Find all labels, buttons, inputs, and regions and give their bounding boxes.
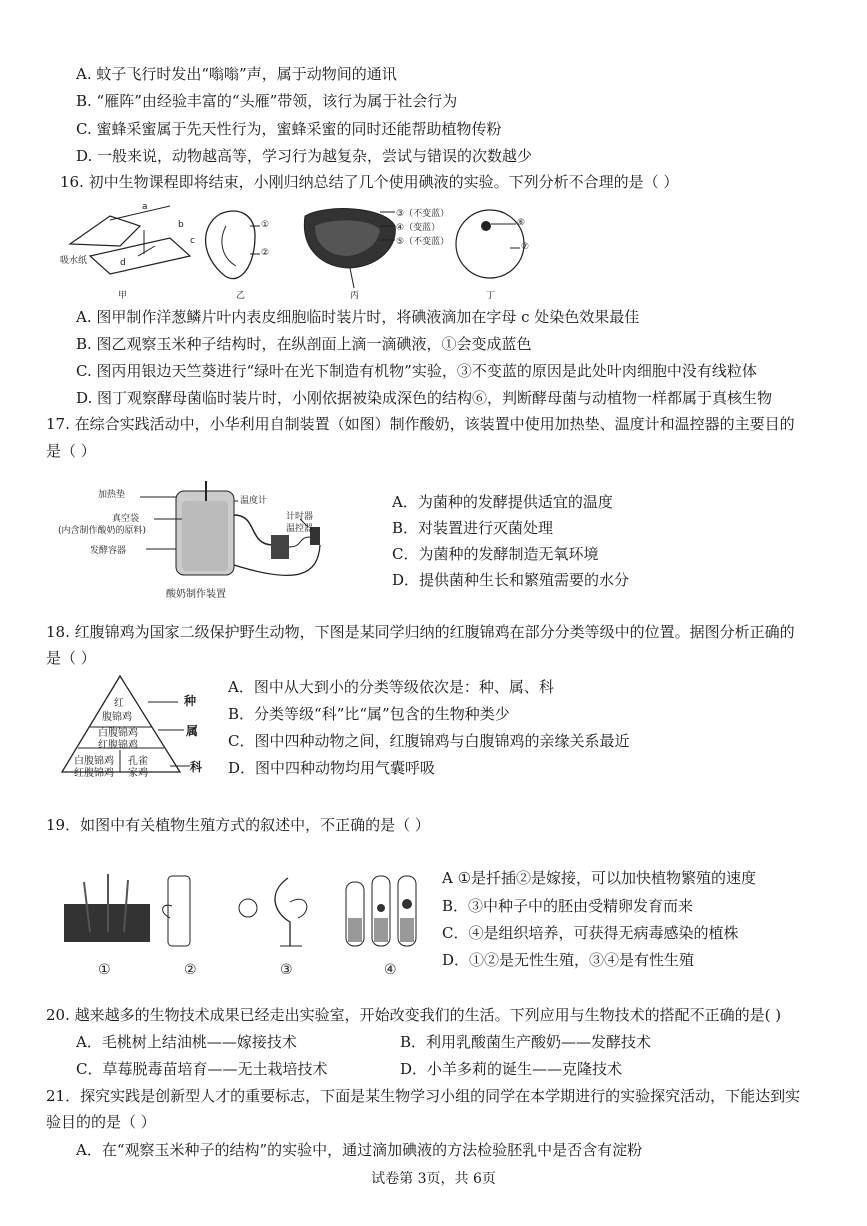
q18-stem-line1: 18. 红腹锦鸡为国家二级保护野生动物，下图是某同学归纳的红腹锦鸡在部分分类等级中的位置。据图分析正确的 (46, 623, 795, 641)
label-jia: 甲 (118, 291, 128, 301)
q19-figure (58, 862, 428, 984)
q15-option-d: D. 一般来说，动物越高等，学习行为越复杂，尝试与错误的次数越少 (76, 147, 533, 165)
q16-figure (50, 196, 550, 300)
q19-option-c: C．④是组织培养，可获得无病毒感染的植株 (442, 924, 739, 942)
q15-option-c: C. 蜜蜂采蜜属于先天性行为，蜜蜂采蜜的同时还能帮助植物传粉 (76, 120, 502, 138)
fig-1: ① (98, 962, 111, 978)
q18-option-b: B．分类等级“科”比“属”包含的生物种类少 (228, 705, 510, 723)
q20-option-b: B．利用乳酸菌生产酸奶——发酵技术 (400, 1033, 652, 1051)
q16-option-b: B. 图乙观察玉米种子结构时，在纵剖面上滴一滴碘液，①会变成蓝色 (76, 335, 532, 353)
q17-stem-line1: 17. 在综合实践活动中，小华利用自制装置（如图）制作酸奶，该装置中使用加热垫、温度计和温控器的主要目的 (46, 415, 795, 433)
label-thermo: 温度计 (240, 496, 268, 506)
q21-stem-line2: 验目的的是（ ） (46, 1113, 156, 1131)
label-bing: 丙 (350, 291, 360, 301)
label-6: ⑥ (517, 218, 526, 228)
q16-stem: 16. 初中生物课程即将结束，小刚归纳总结了几个使用碘液的实验。下列分析不合理的是（ ） (60, 173, 679, 191)
pyr-top2: 腹锦鸡 (102, 712, 132, 723)
q19-option-a: A ①是扦插②是嫁接，可以加快植物繁殖的速度 (442, 869, 757, 887)
label-a: a (142, 202, 148, 212)
pyr-mid1: 白腹锦鸡 (98, 728, 138, 739)
q15-option-b: B. “雁阵”由经验丰富的“头雁”带领，该行为属于社会行为 (76, 92, 458, 110)
q17-option-a: A．为菌种的发酵提供适宜的温度 (392, 493, 613, 511)
pyr-bot1: 白腹锦鸡 (74, 756, 114, 767)
q18-option-a: A．图中从大到小的分类等级依次是：种、属、科 (228, 678, 554, 696)
fig-3: ③ (280, 962, 293, 978)
label-3: ③（不变蓝） (396, 209, 450, 219)
q19-stem: 19．如图中有关植物生殖方式的叙述中，不正确的是（ ） (46, 816, 430, 834)
label-d: d (120, 258, 126, 268)
label-4: ④（变蓝） (396, 223, 441, 233)
q20-option-a: A．毛桃树上结油桃——嫁接技术 (76, 1033, 297, 1051)
q15-option-a: A. 蚊子飞行时发出“嗡嗡”声，属于动物间的通讯 (76, 65, 397, 83)
label-5: ⑤（不变蓝） (396, 237, 450, 247)
q21-stem-line1: 21．探究实践是创新型人才的重要标志，下面是某生物学习小组的同学在本学期进行的实验探究活动，下能达到实 (46, 1087, 801, 1105)
q17-option-b: B．对装置进行灭菌处理 (392, 519, 554, 537)
q20-option-c: C．草莓脱毒苗培育——无土栽培技术 (76, 1060, 328, 1078)
q19-option-d: D．①②是无性生殖，③④是有性生殖 (442, 951, 695, 969)
label-ding: 丁 (486, 291, 496, 301)
pyr-shu: 属 (186, 724, 199, 738)
q16-option-a: A. 图甲制作洋葱鳞片叶内表皮细胞临时装片时，将碘液滴加在字母 c 处染色效果最佳 (76, 308, 640, 326)
pyr-bot3: 红腹锦鸡 (74, 768, 114, 779)
q18-option-d: D．图中四种动物均用气囊呼吸 (228, 759, 436, 777)
label-b: b (178, 220, 184, 230)
q18-option-c: C．图中四种动物之间，红腹锦鸡与白腹锦鸡的亲缘关系最近 (228, 732, 630, 750)
pyr-bot4: 家鸡 (128, 768, 148, 779)
label-paper: 吸水纸 (60, 256, 88, 266)
pyr-top1: 红 (114, 698, 124, 709)
label-bag-note: (内含制作酸奶的原料) (58, 526, 147, 536)
q19-option-b: B．③中种子中的胚由受精卵发育而来 (442, 897, 694, 915)
label-ctrl: 温控器 (286, 524, 314, 534)
q17-option-c: C．为菌种的发酵制造无氧环境 (392, 545, 599, 563)
q20-stem: 20. 越来越多的生物技术成果已经走出实验室，开始改变我们的生活。下列应用与生物技术的搭配不正确的是( ) (46, 1006, 782, 1024)
q17-figure (58, 475, 358, 605)
label-7: ⑦ (521, 242, 530, 252)
pyr-bot2: 孔雀 (128, 756, 148, 767)
q19-figure-drawing (58, 862, 428, 984)
pyr-zhong: 种 (184, 694, 197, 708)
fig-2: ② (184, 962, 197, 978)
label-1: ① (261, 220, 270, 230)
label-2: ② (261, 248, 270, 258)
q16-figure-drawing (50, 196, 550, 300)
label-c: c (190, 236, 195, 246)
q17-option-d: D．提供菌种生长和繁殖需要的水分 (392, 571, 630, 589)
q18-stem-line2: 是（ ） (46, 649, 96, 667)
q17-stem-line2: 是（ ） (46, 442, 96, 460)
q16-option-c: C. 图丙用银边天竺葵进行“绿叶在光下制造有机物”实验，③不变蓝的原因是此处叶肉细胞中没有线粒体 (76, 362, 757, 380)
label-caption: 酸奶制作装置 (166, 589, 226, 600)
page-footer: 试卷第 3页，共 6页 (371, 1171, 496, 1187)
label-pad: 加热垫 (98, 490, 126, 500)
q20-option-d: D．小羊多莉的诞生——克隆技术 (400, 1060, 623, 1078)
label-bag: 真空袋 (112, 514, 140, 524)
q21-option-a: A．在“观察玉米种子的结构”的实验中，通过滴加碘液的方法检验胚乳中是否含有淀粉 (76, 1141, 643, 1159)
q18-figure (60, 672, 210, 784)
label-yi: 乙 (236, 291, 246, 301)
label-timer: 计时器 (286, 512, 314, 522)
q16-option-d: D. 图丁观察酵母菌临时装片时，小刚依据被染成深色的结构⑥，判断酵母菌与动植物一样都属于真核生物 (76, 389, 773, 407)
pyr-mid2: 红腹锦鸡 (98, 740, 138, 751)
label-container: 发酵容器 (90, 546, 127, 556)
pyr-ke: 科 (190, 760, 203, 774)
fig-4: ④ (384, 962, 397, 978)
